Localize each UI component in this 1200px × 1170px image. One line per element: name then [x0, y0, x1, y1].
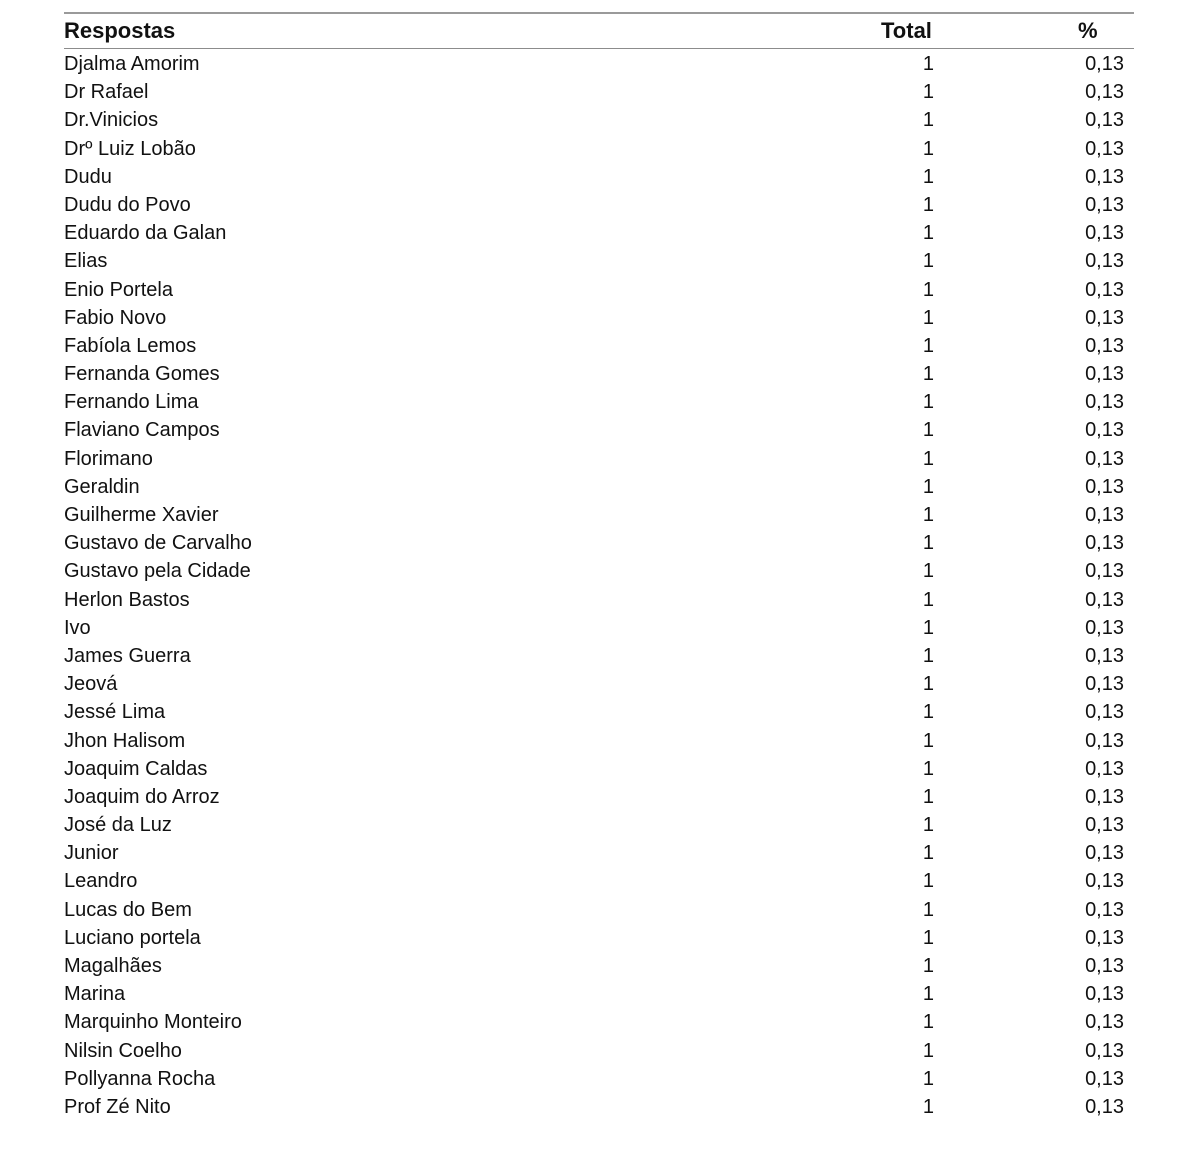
row-total: 1 [922, 644, 934, 667]
row-percent: 0,13 [1085, 447, 1124, 470]
row-percent: 0,13 [1085, 278, 1124, 301]
row-name: Jeová [64, 673, 118, 696]
row-percent: 0,13 [1085, 673, 1124, 696]
row-name: Dudu [64, 165, 112, 188]
row-total: 1 [922, 504, 934, 526]
table-row [64, 247, 1134, 275]
row-name: Ivo [64, 616, 91, 639]
row-name: Marina [64, 983, 126, 1006]
table-row [64, 78, 1134, 106]
row-percent: 0,13 [1085, 785, 1124, 808]
table-row [64, 811, 1134, 839]
table-row [64, 50, 1134, 78]
row-name: Herlon Bastos [64, 588, 190, 611]
row-percent: 0,13 [1085, 306, 1124, 329]
row-total: 1 [922, 222, 934, 245]
table-body [64, 50, 1134, 1121]
row-percent: 0,13 [1085, 419, 1124, 442]
row-name: Leandro [64, 870, 138, 893]
row-total: 1 [922, 1095, 934, 1118]
table-row [64, 614, 1134, 642]
row-percent: 0,13 [1085, 842, 1124, 865]
table-row [64, 924, 1134, 952]
row-total: 1 [922, 983, 934, 1006]
row-name: Nilsin Coelho [64, 1039, 182, 1062]
row-name: Fernanda Gomes [64, 363, 220, 386]
table-row [64, 952, 1134, 980]
row-name: Junior [64, 842, 119, 865]
row-name: Dr.Vinicios [64, 109, 159, 132]
row-total: 1 [922, 926, 934, 949]
row-total: 1 [922, 278, 934, 301]
table-row [64, 1037, 1134, 1065]
row-total: 1 [922, 1039, 934, 1062]
row-name: Eduardo da Galan [64, 222, 227, 245]
table-row [64, 163, 1134, 191]
row-name: Fabíola Lemos [64, 334, 197, 357]
table-row [64, 445, 1134, 473]
row-name: Geraldin [64, 475, 140, 498]
row-total: 1 [922, 419, 934, 442]
row-percent: 0,13 [1085, 250, 1124, 273]
row-total: 1 [922, 334, 934, 357]
row-name: Lucas do Bem [64, 898, 192, 921]
row-name: Joaquim Caldas [64, 757, 208, 780]
table-row [64, 867, 1134, 895]
table-row [64, 642, 1134, 670]
row-total: 1 [922, 842, 934, 865]
row-total: 1 [922, 560, 934, 583]
row-percent: 0,13 [1085, 165, 1124, 188]
row-total: 1 [922, 785, 934, 808]
row-percent: 0,13 [1085, 1067, 1124, 1090]
row-name: Pollyanna Rocha [64, 1067, 216, 1090]
row-total: 1 [922, 757, 934, 780]
row-percent: 0,13 [1085, 137, 1124, 160]
table-row [64, 416, 1134, 444]
row-name: Joaquim do Arroz [64, 785, 220, 808]
row-total: 1 [922, 250, 934, 273]
row-total: 1 [922, 306, 934, 329]
table-row [64, 529, 1134, 557]
row-percent: 0,13 [1085, 1039, 1124, 1062]
row-total: 1 [922, 532, 934, 555]
row-percent: 0,13 [1085, 870, 1124, 893]
row-percent: 0,13 [1085, 898, 1124, 921]
row-name: Elias [64, 250, 108, 273]
header-total: Total [881, 18, 932, 43]
row-percent: 0,13 [1085, 926, 1124, 949]
table-row [64, 557, 1134, 585]
row-percent: 0,13 [1085, 363, 1124, 386]
table-row [64, 1093, 1134, 1121]
row-percent: 0,13 [1085, 955, 1124, 977]
table-row [64, 106, 1134, 134]
row-total: 1 [922, 109, 934, 132]
row-total: 1 [922, 955, 934, 977]
row-name: Guilherme Xavier [64, 504, 219, 526]
row-percent: 0,13 [1085, 334, 1124, 357]
table-row [64, 219, 1134, 247]
row-percent: 0,13 [1085, 532, 1124, 555]
row-percent: 0,13 [1085, 757, 1124, 780]
row-percent: 0,13 [1085, 983, 1124, 1006]
row-percent: 0,13 [1085, 644, 1124, 667]
row-percent: 0,13 [1085, 729, 1124, 752]
row-total: 1 [922, 1067, 934, 1090]
row-percent: 0,13 [1085, 588, 1124, 611]
row-name: Jhon Halisom [64, 729, 186, 752]
row-name: Jessé Lima [64, 701, 166, 724]
header-percent: % [1078, 18, 1098, 43]
row-name: Dudu do Povo [64, 193, 191, 216]
row-percent: 0,13 [1085, 1011, 1124, 1034]
table-row [64, 1008, 1134, 1036]
row-percent: 0,13 [1085, 504, 1124, 526]
row-total: 1 [922, 673, 934, 696]
row-total: 1 [922, 588, 934, 611]
row-name: Gustavo pela Cidade [64, 560, 251, 583]
table-row [64, 388, 1134, 416]
row-name: Luciano portela [64, 926, 201, 949]
table-row [64, 980, 1134, 1008]
table-row [64, 501, 1134, 529]
row-total: 1 [922, 137, 934, 160]
row-total: 1 [922, 363, 934, 386]
table-row [64, 1065, 1134, 1093]
row-name: James Guerra [64, 644, 191, 667]
row-name: Enio Portela [64, 278, 173, 301]
row-name: Djalma Amorim [64, 53, 200, 75]
row-name: Flaviano Campos [64, 419, 220, 442]
row-total: 1 [922, 81, 934, 104]
row-name: Magalhães [64, 955, 162, 977]
table-row [64, 135, 1134, 163]
table-row [64, 360, 1134, 388]
row-total: 1 [922, 616, 934, 639]
row-percent: 0,13 [1085, 1095, 1124, 1118]
table-row [64, 783, 1134, 811]
row-percent: 0,13 [1085, 391, 1124, 414]
table-row [64, 304, 1134, 332]
table-row [64, 698, 1134, 726]
row-percent: 0,13 [1085, 814, 1124, 837]
row-percent: 0,13 [1085, 560, 1124, 583]
row-total: 1 [922, 898, 934, 921]
table-row [64, 755, 1134, 783]
row-total: 1 [922, 729, 934, 752]
row-percent: 0,13 [1085, 475, 1124, 498]
row-name: Fernando Lima [64, 391, 199, 414]
row-total: 1 [922, 193, 934, 216]
row-name: Gustavo de Carvalho [64, 532, 252, 555]
header-rule [64, 48, 1134, 49]
table-row [64, 839, 1134, 867]
table-row [64, 332, 1134, 360]
row-percent: 0,13 [1085, 193, 1124, 216]
row-total: 1 [922, 391, 934, 414]
row-total: 1 [922, 53, 934, 75]
row-total: 1 [922, 870, 934, 893]
row-total: 1 [922, 447, 934, 470]
row-percent: 0,13 [1085, 53, 1124, 75]
table-row [64, 191, 1134, 219]
row-name: Dr Rafael [64, 81, 149, 104]
row-name: Drº Luiz Lobão [64, 137, 196, 160]
row-total: 1 [922, 165, 934, 188]
table-row [64, 586, 1134, 614]
row-name: Fabio Novo [64, 306, 167, 329]
row-name: Marquinho Monteiro [64, 1011, 242, 1034]
row-percent: 0,13 [1085, 701, 1124, 724]
table-header-row [64, 16, 1134, 48]
row-percent: 0,13 [1085, 616, 1124, 639]
row-percent: 0,13 [1085, 109, 1124, 132]
row-percent: 0,13 [1085, 222, 1124, 245]
row-total: 1 [922, 1011, 934, 1034]
table-row [64, 276, 1134, 304]
table-row [64, 896, 1134, 924]
row-name: José da Luz [64, 814, 172, 837]
row-total: 1 [922, 814, 934, 837]
header-respostas: Respostas [64, 18, 176, 43]
table-top-rule [64, 12, 1134, 14]
table-row [64, 670, 1134, 698]
row-name: Prof Zé Nito [64, 1095, 171, 1118]
table-row [64, 473, 1134, 501]
row-name: Florimano [64, 447, 153, 470]
row-total: 1 [922, 701, 934, 724]
table-row [64, 727, 1134, 755]
row-total: 1 [922, 475, 934, 498]
row-percent: 0,13 [1085, 81, 1124, 104]
